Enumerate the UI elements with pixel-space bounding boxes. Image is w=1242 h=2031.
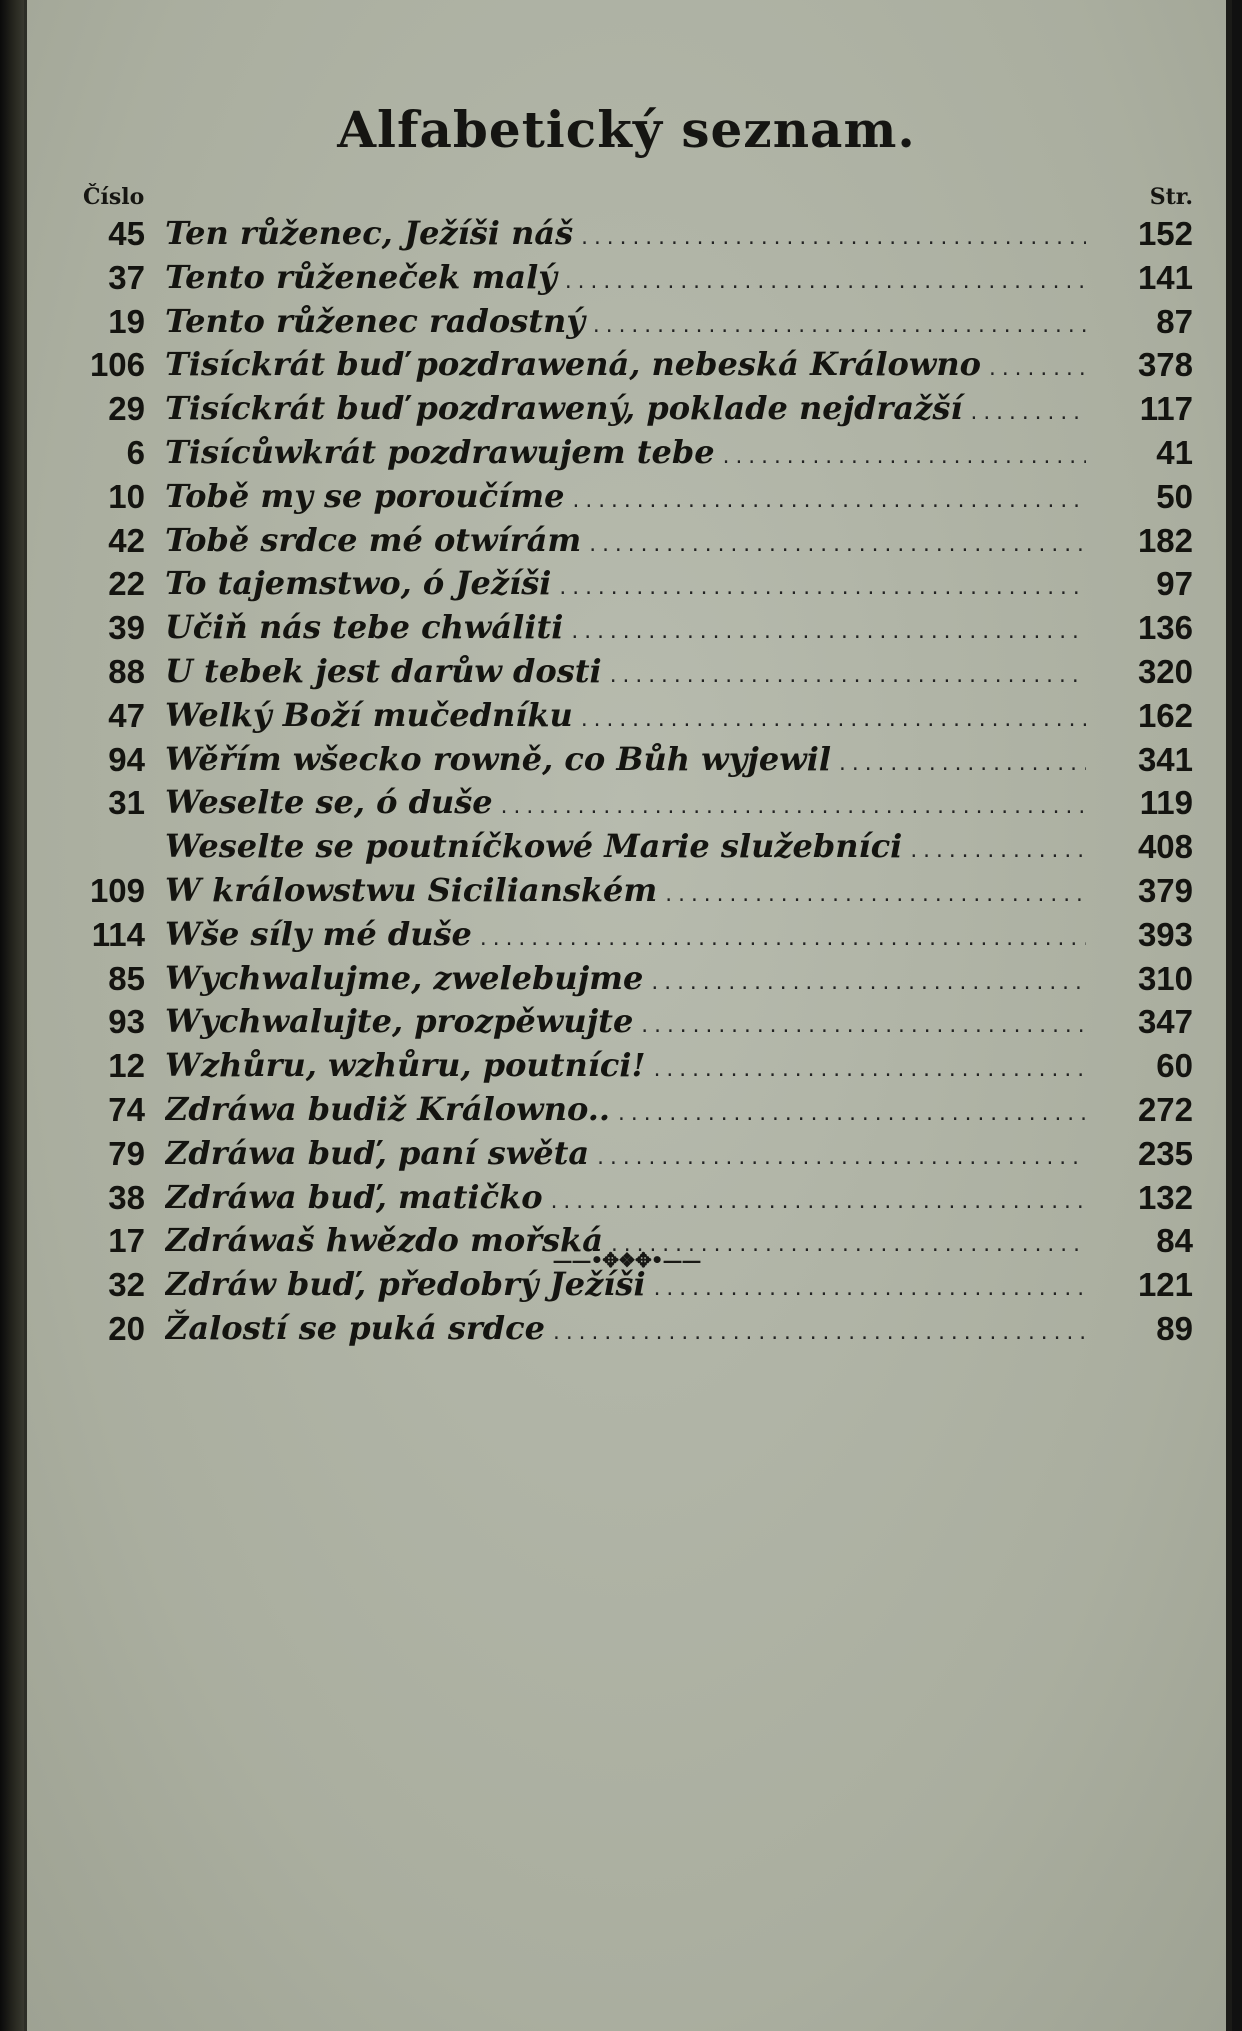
entry-page-number: 272 [1137, 1090, 1193, 1128]
entry-title: Welký Boží mučedníku [165, 695, 573, 734]
dot-leader [968, 392, 1086, 436]
entry-number: 74 [108, 1090, 145, 1128]
dot-leader [987, 348, 1086, 392]
entry-title-wrap [165, 1132, 1086, 1181]
entry-title: U tebek jest darůw dosti [165, 651, 602, 690]
index-entry [27, 869, 1226, 913]
entry-title: Wychwalujme, zwelebujme [165, 958, 644, 997]
index-entry [27, 1176, 1226, 1220]
entry-page-number: 97 [1156, 565, 1193, 603]
dot-leader [587, 524, 1086, 568]
entry-title-wrap [165, 957, 1086, 1006]
entry-page-number: 60 [1156, 1047, 1193, 1085]
dot-leader [557, 567, 1086, 611]
entry-title-wrap [165, 650, 1086, 699]
entry-title-wrap [165, 256, 1086, 305]
entry-page-number: 50 [1156, 477, 1193, 515]
entry-number: 79 [108, 1134, 145, 1172]
entry-number: 10 [108, 477, 145, 515]
entry-title: Wychwalujte, prozpěwujte [165, 1002, 634, 1041]
index-entry [27, 387, 1226, 431]
entry-title: Zdráwaš hwězdo mořská [165, 1221, 603, 1260]
entry-page-number: 393 [1137, 915, 1193, 953]
entry-title-wrap [165, 825, 1086, 874]
dot-leader [579, 699, 1086, 743]
dot-leader [563, 261, 1086, 305]
dot-leader [595, 1137, 1086, 1181]
entry-number: 47 [108, 696, 145, 734]
entry-page-number: 347 [1137, 1003, 1193, 1041]
entry-number: 12 [108, 1047, 145, 1085]
entry-page-number: 320 [1137, 652, 1193, 690]
entry-number: 38 [108, 1178, 145, 1216]
entry-title-wrap [165, 1088, 1086, 1137]
entry-number: 32 [108, 1266, 145, 1304]
entry-title: Tisíckrát buď pozdrawená, nebeská Králowno [165, 345, 981, 384]
dot-leader [649, 962, 1086, 1006]
entry-title: Zdráwa buď, paní swěta [165, 1133, 590, 1172]
index-entry [27, 256, 1226, 300]
entry-number: 6 [126, 433, 145, 471]
dot-leader [663, 874, 1086, 918]
index-entry [27, 1044, 1226, 1088]
index-entry [27, 913, 1226, 957]
entry-page-number: 119 [1139, 784, 1193, 822]
index-entry [27, 519, 1226, 563]
entry-number: 94 [108, 740, 145, 778]
entry-title: W králowstwu Sicilianském [165, 870, 658, 909]
index-entry [27, 957, 1226, 1001]
entry-number: 17 [108, 1222, 145, 1260]
entry-page-number: 378 [1137, 346, 1193, 384]
entry-title-wrap [165, 343, 1086, 392]
entry-page-number: 141 [1137, 258, 1193, 296]
entry-title: Ten růženec, Ježíši náš [165, 214, 574, 252]
entry-number: 114 [91, 915, 145, 953]
entry-number: 88 [108, 652, 145, 690]
entry-page-number: 162 [1137, 696, 1193, 734]
dot-leader [499, 786, 1086, 830]
index-entry [27, 212, 1226, 256]
entry-title: Zdráwa buď, matičko [165, 1177, 543, 1216]
entry-title-wrap [165, 431, 1086, 480]
entry-page-number: 132 [1137, 1178, 1193, 1216]
index-entry [27, 431, 1226, 475]
dot-leader [721, 436, 1086, 480]
entry-page-number: 341 [1137, 740, 1193, 778]
index-entry [27, 738, 1226, 782]
entry-page-number: 41 [1156, 433, 1193, 471]
entry-number: 19 [108, 302, 145, 340]
entry-page-number: 117 [1139, 390, 1193, 428]
dot-leader [551, 1312, 1086, 1356]
closing-ornament: ——•✥❖✥•—— [552, 1248, 701, 1272]
entry-number: 31 [108, 784, 145, 822]
entry-title: Tento růženec radostný [165, 301, 585, 340]
entry-page-number: 235 [1137, 1134, 1193, 1172]
entry-title-wrap [165, 387, 1086, 436]
entry-number: 20 [108, 1309, 145, 1347]
dot-leader [837, 743, 1086, 787]
entry-title: To tajemstwo, ó Ježíši [165, 564, 552, 603]
entry-number: 42 [108, 521, 145, 559]
entry-number: 22 [108, 565, 145, 603]
entry-title: Tobě my se poroučíme [165, 476, 565, 515]
index-entry [27, 825, 1226, 869]
entry-title: Tento růženeček malý [165, 257, 557, 296]
dot-leader [652, 1049, 1086, 1093]
dot-leader [571, 480, 1086, 524]
entry-number: 37 [108, 258, 145, 296]
entry-title: Tisíckrát buď pozdrawený, poklade nejdražší [165, 389, 963, 428]
entry-page-number: 152 [1137, 215, 1193, 252]
dot-leader [639, 1005, 1086, 1049]
entry-title-wrap [165, 1000, 1086, 1049]
entry-title-wrap [165, 562, 1086, 611]
entry-title: Wše síly mé duše [165, 914, 472, 953]
entry-title-wrap [165, 300, 1086, 349]
entry-number: 45 [108, 215, 145, 252]
dot-leader [908, 830, 1086, 874]
entry-title-wrap [165, 212, 1086, 261]
entry-title: Wěřím wšecko rowně, co Bůh wyjewil [165, 739, 832, 778]
entry-number: 109 [89, 871, 145, 909]
entry-title: Tobě srdce mé otwírám [165, 520, 582, 559]
entry-title: Zdráw buď, předobrý Ježíši [165, 1265, 646, 1304]
entry-number: 93 [108, 1003, 145, 1041]
dot-leader [608, 655, 1086, 699]
entry-page-number: 379 [1137, 871, 1193, 909]
entry-title: Weselte se, ó duše [165, 783, 493, 822]
entry-title: Weselte se poutníčkowé Marie služebníci [165, 827, 903, 866]
entry-title: Žalostí se puká srdce [165, 1308, 545, 1347]
entry-title-wrap [165, 1044, 1086, 1093]
index-list [27, 212, 1226, 1351]
entry-page-number: 408 [1137, 828, 1193, 866]
index-entry [27, 1307, 1226, 1351]
book-page [24, 0, 1232, 2031]
entry-page-number: 121 [1137, 1266, 1193, 1304]
entry-number: 39 [108, 609, 145, 647]
entry-title-wrap [165, 738, 1086, 787]
entry-title-wrap [165, 781, 1086, 830]
dot-leader [591, 305, 1086, 349]
entry-title-wrap [165, 913, 1086, 962]
entry-title-wrap [165, 606, 1086, 655]
index-entry [27, 300, 1226, 344]
index-entry [27, 562, 1226, 606]
index-entry [27, 694, 1226, 738]
entry-title: Tisícůwkrát pozdrawujem tebe [165, 432, 715, 471]
entry-title-wrap [165, 869, 1086, 918]
index-entry [27, 781, 1226, 825]
index-entry [27, 475, 1226, 519]
entry-title-wrap [165, 1176, 1086, 1225]
entry-page-number: 84 [1156, 1222, 1193, 1260]
dot-leader [478, 918, 1086, 962]
entry-title-wrap [165, 475, 1086, 524]
entry-title-wrap [165, 694, 1086, 743]
entry-page-number: 89 [1156, 1309, 1193, 1347]
index-entry [27, 1088, 1226, 1132]
dot-leader [616, 1093, 1086, 1137]
index-entry [27, 1000, 1226, 1044]
column-header-page: Str. [1149, 184, 1193, 210]
dot-leader [579, 217, 1086, 261]
entry-title: Učiň nás tebe chwáliti [165, 608, 564, 647]
entry-title: Zdráwa budiž Králowno.. [165, 1089, 611, 1128]
book-spine-edge [0, 0, 26, 2031]
entry-number: 85 [108, 959, 145, 997]
column-header-number: Číslo [83, 184, 145, 210]
page-title: Alfabetický seznam. [337, 100, 916, 159]
entry-page-number: 310 [1137, 959, 1193, 997]
index-entry [27, 650, 1226, 694]
entry-title-wrap [165, 1307, 1086, 1356]
index-entry [27, 606, 1226, 650]
entry-number: 29 [108, 390, 145, 428]
entry-page-number: 182 [1137, 521, 1193, 559]
entry-title: Wzhůru, wzhůru, poutníci! [165, 1046, 646, 1085]
entry-page-number: 87 [1156, 302, 1193, 340]
index-entry [27, 343, 1226, 387]
dot-leader [652, 1268, 1086, 1312]
entry-number: 106 [89, 346, 145, 384]
index-entry [27, 1132, 1226, 1176]
dot-leader [549, 1181, 1086, 1225]
dot-leader [569, 611, 1086, 655]
entry-page-number: 136 [1137, 609, 1193, 647]
entry-title-wrap [165, 519, 1086, 568]
